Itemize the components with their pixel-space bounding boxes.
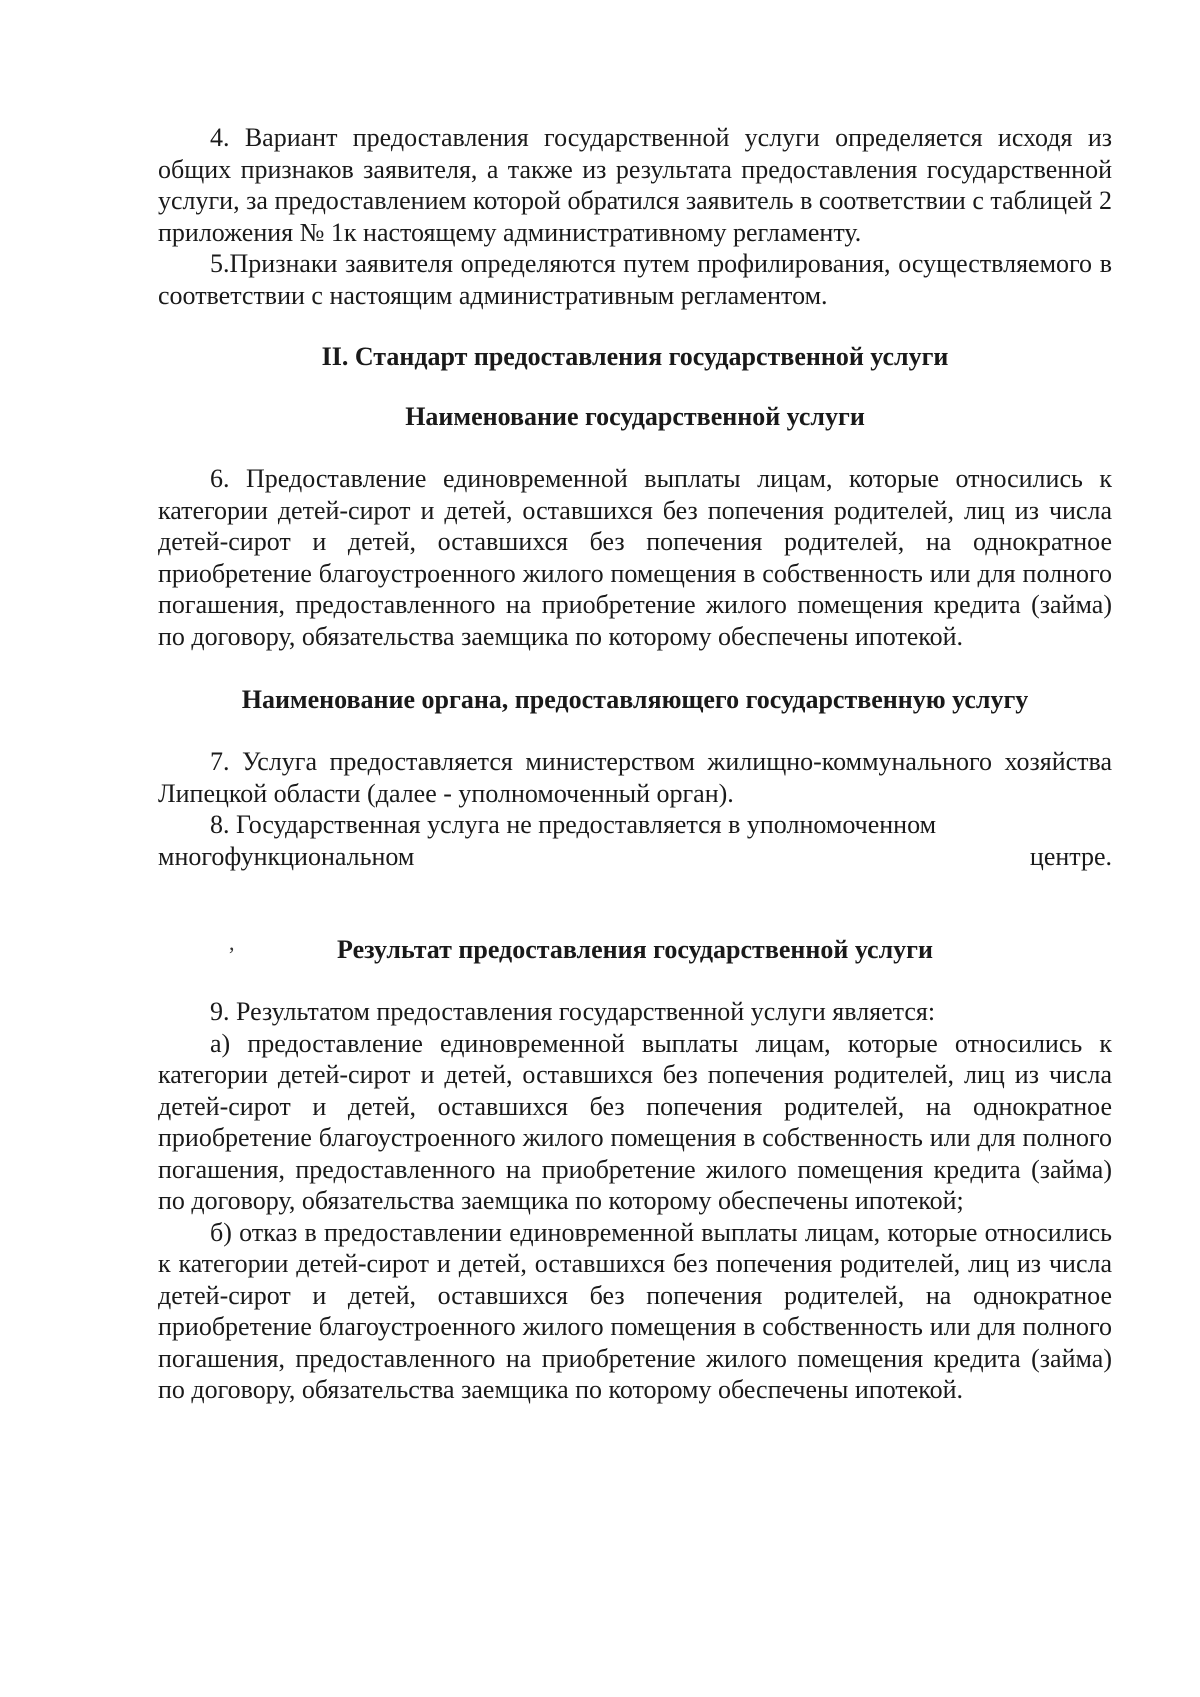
- paragraph-7: 7. Услуга предоставляется министерством жилищно-коммунального хозяйства Липецкой области (далее - уполномоченный орган).: [158, 747, 1112, 808]
- heading-service-organ: Наименование органа, предоставляющего государственную услугу: [241, 685, 1029, 714]
- paragraph-9: 9. Результатом предоставления государственной услуги является:: [210, 997, 936, 1026]
- paragraph-4: 4. Вариант предоставления государственной услуги определяется исходя из общих признаков заявителя, а также из результата предоставления государственной услуги, за предоставлением которой обратился заявитель в соответствии с таблицей 2 приложения № 1к настоящему административному регламенту.: [158, 123, 1112, 247]
- paragraph-8-right: центре.: [1029, 841, 1112, 871]
- heading-service-name: Наименование государственной услуги: [405, 402, 865, 431]
- heading-service-result: Результат предоставления государственной услуги: [337, 935, 933, 964]
- paragraph-9b: б) отказ в предоставлении единовременной выплаты лицам, которые относились к категории детей-сирот и детей, оставшихся без попечения родителей, лиц из числа детей-сирот и детей, оставшихся без попечения родителей, на однократное приобретение благоустроенного жилого помещения в собственность или для полного погашения, предоставленного на приобретение жилого помещения кредита (займа) по договору, обязательства заемщика по которому обеспечены ипотекой.: [158, 1217, 1112, 1404]
- paragraph-6: 6. Предоставление единовременной выплаты лицам, которые относились к категории детей-сирот и детей, оставшихся без попечения родителей, лиц из числа детей-сирот и детей, оставшихся без попечения родителей, на однократное приобретение благоустроенного жилого помещения в собственность или для полного погашения, предоставленного на приобретение жилого помещения кредита (займа) по договору, обязательства заемщика по которому обеспечены ипотекой.: [158, 464, 1112, 651]
- stray-mark: ,: [229, 930, 235, 955]
- paragraph-8: 8. Государственная услуга не предоставляется в уполномоченном: [210, 810, 937, 839]
- section-heading-standard: II. Стандарт предоставления государственной услуги: [321, 342, 949, 371]
- paragraph-8-left: многофункциональном: [158, 841, 415, 871]
- paragraph-9a: а) предоставление единовременной выплаты лицам, которые относились к категории детей-сирот и детей, оставшихся без попечения родителей, лиц из числа детей-сирот и детей, оставшихся без попечения родителей, на однократное приобретение благоустроенного жилого помещения в собственность или для полного погашения, предоставленного на приобретение жилого помещения кредита (займа) по договору, обязательства заемщика по которому обеспечены ипотекой;: [158, 1028, 1112, 1215]
- paragraph-5: 5.Признаки заявителя определяются путем профилирования, осуществляемого в соответствии с настоящим административным регламентом.: [158, 249, 1112, 310]
- paragraph-8-continuation: [158, 841, 1112, 873]
